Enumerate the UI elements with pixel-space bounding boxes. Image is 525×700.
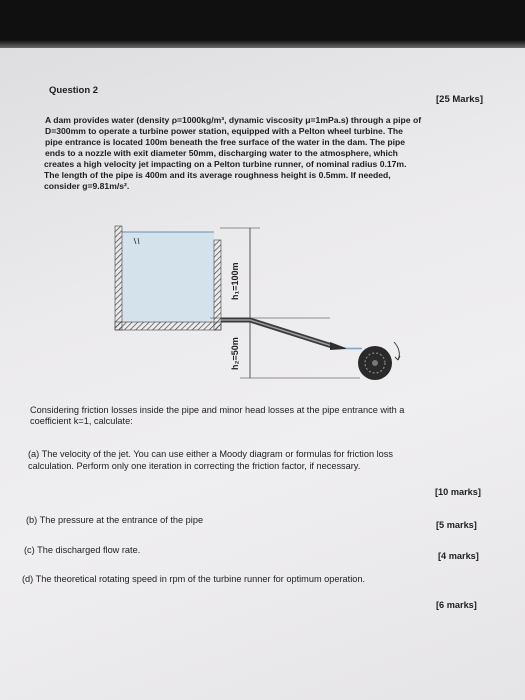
part-c-text: (c) The discharged flow rate. (24, 545, 141, 555)
intro-line-6: The length of the pipe is 400m and its average roughness height is 0.5mm. If needed, (44, 170, 391, 180)
intro-line-1: A dam provides water (density ρ=1000kg/m³, dynamic viscosity μ=1mPa.s) through a pipe of (45, 115, 422, 125)
dam-turbine-diagram (100, 218, 430, 398)
part-a-marks: [10 marks] (435, 487, 481, 497)
part-b-text: (b) The pressure at the entrance of the pipe (26, 515, 204, 525)
height-markers (210, 228, 360, 378)
intro-line-3: pipe entrance is located 100m beneath the free surface of the water in the dam. The pipe (45, 137, 406, 147)
h1-label: h₁=100m (230, 262, 240, 300)
penstock-pipe (221, 320, 362, 350)
intro-line-7: consider g=9.81m/s². (44, 181, 130, 191)
question-heading: Question 2 (49, 85, 99, 96)
h2-label: h₂=50m (230, 337, 240, 370)
reservoir-water (122, 232, 214, 322)
part-a-line-1: (a) The velocity of the jet. You can use either a Moody diagram or formulas for friction loss (28, 449, 393, 459)
part-a-line-2: calculation. Perform only one iteration in correcting the friction factor, if necessary. (28, 461, 361, 471)
intro-line-2: D=300mm to operate a turbine power station, equipped with a Pelton wheel turbine. The (45, 126, 403, 136)
considering-line-2: coefficient k=1, calculate: (30, 416, 133, 426)
dam-reservoir (115, 226, 221, 330)
considering-line-1: Considering friction losses inside the pipe and minor head losses at the pipe entrance with a (30, 405, 405, 415)
dam-right-wall (214, 240, 221, 330)
intro-line-4: ends to a nozzle with exit diameter 50mm, discharging water to the atmosphere, which (45, 148, 398, 158)
nozzle (330, 342, 346, 350)
question-total-marks: [25 Marks] (436, 94, 483, 105)
dam-floor (115, 322, 221, 330)
runner-hub (372, 360, 378, 366)
rotation-arrowhead (395, 356, 400, 360)
intro-line-5: creates a high velocity jet impacting on a Pelton turbine runner, of nominal radius 0.17m. (44, 159, 407, 169)
part-b-marks: [5 marks] (436, 520, 477, 530)
part-c-marks: [4 marks] (438, 551, 479, 561)
part-d-marks: [6 marks] (436, 600, 477, 610)
pelton-runner (358, 342, 400, 380)
dam-left-wall (115, 226, 122, 330)
part-d-text: (d) The theoretical rotating speed in rpm of the turbine runner for optimum operation. (22, 574, 366, 584)
